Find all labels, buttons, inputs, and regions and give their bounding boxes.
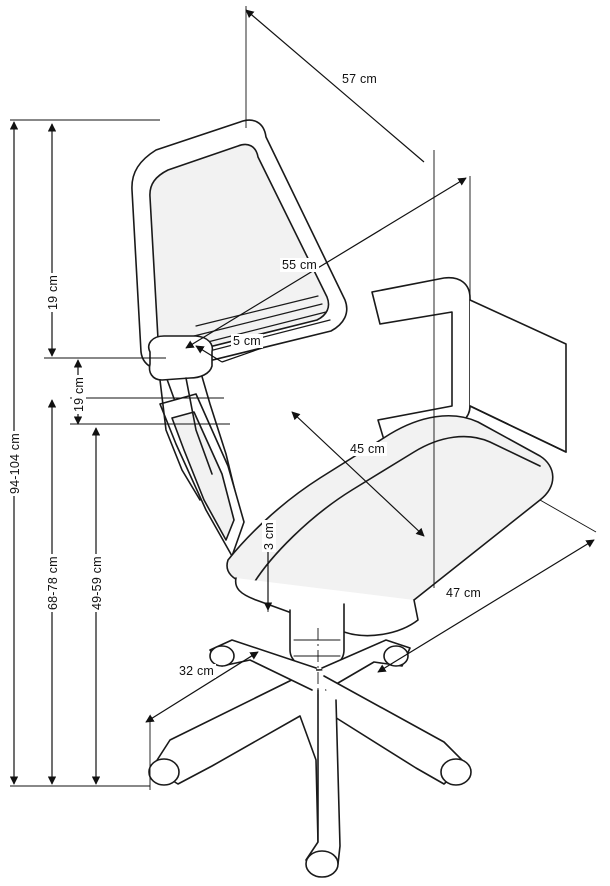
dim-label-3: 3 cm (262, 522, 276, 550)
base-legs-left (152, 668, 318, 842)
dim-label-68-78: 68-78 cm (46, 556, 60, 610)
dim-label-5: 5 cm (233, 334, 261, 348)
dim-label-57: 57 cm (342, 72, 378, 86)
dim-label-32: 32 cm (179, 664, 215, 678)
castor-back-left (210, 646, 234, 666)
dim-label-49-59: 49-59 cm (90, 556, 104, 610)
gas-cylinder (290, 604, 344, 670)
castor-left (149, 759, 179, 785)
dim-label-19-upper: 19 cm (46, 274, 60, 310)
dim-label-47: 47 cm (446, 586, 482, 600)
dim-label-94-104: 94-104 cm (8, 433, 22, 494)
castor-right (441, 759, 471, 785)
dim-57-line (246, 10, 424, 162)
dim-label-19-armrest: 19 cm (72, 376, 86, 412)
castor-front (306, 851, 338, 877)
backrest-mesh (150, 144, 329, 353)
dim-label-55: 55 cm (282, 258, 318, 272)
dim-label-45: 45 cm (350, 442, 386, 456)
chair-illustration (132, 120, 566, 877)
